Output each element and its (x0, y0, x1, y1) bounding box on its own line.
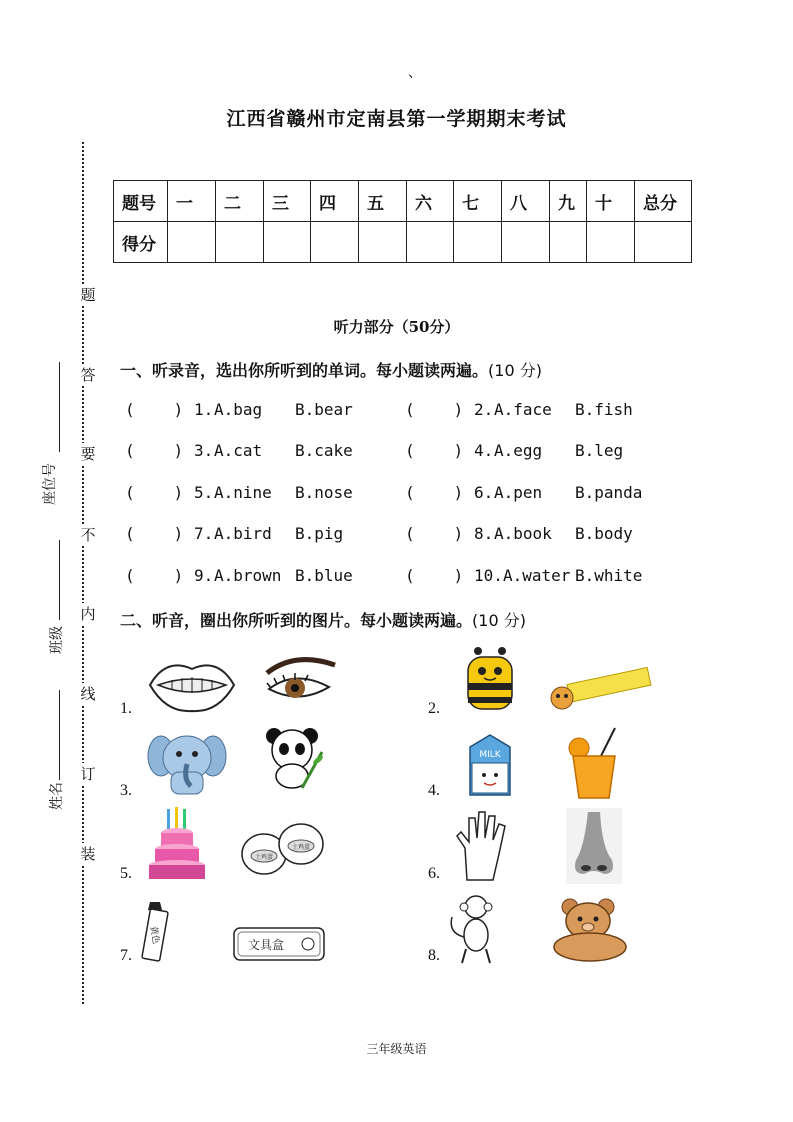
item-number: 4. (474, 441, 494, 460)
crayon-label: 黄色 (147, 925, 161, 945)
pencil-box-label: 文具盒 (247, 938, 285, 952)
q1-title-text: 一、听录音，选出你所听到的单词。每小题读两遍。 (120, 361, 489, 380)
answer-blank[interactable] (135, 400, 173, 420)
score-header-cell: 一 (168, 181, 216, 222)
eggs-picture[interactable] (239, 820, 327, 880)
item-number: 1. (194, 400, 214, 419)
score-header-cell: 二 (216, 181, 264, 222)
item-number: 3. (194, 441, 214, 460)
binding-char-8: 装 (80, 845, 96, 863)
score-cell[interactable] (550, 222, 587, 263)
option-b: B.cake (295, 441, 353, 460)
score-header-cell: 六 (407, 181, 454, 222)
ruler-picture[interactable] (548, 668, 653, 713)
score-header-cell: 五 (359, 181, 407, 222)
pencil-box-picture[interactable] (230, 922, 328, 964)
orange-juice-picture[interactable] (565, 726, 625, 800)
pic-number-1: 1. (120, 700, 132, 717)
item-number: 7. (194, 524, 214, 543)
option-a: A.water (503, 566, 571, 585)
seat-line (59, 362, 60, 452)
answer-left-paren: ( (127, 524, 134, 543)
pic-number-4: 4. (428, 782, 440, 799)
option-a: A.face (494, 400, 552, 419)
option-b: B.fish (575, 400, 633, 419)
answer-right-paren: ) (175, 524, 182, 543)
binding-char-1: 题 (80, 286, 96, 304)
binding-dotted-line (82, 142, 84, 1004)
q2-title (120, 608, 526, 631)
birthday-cake-picture[interactable] (147, 805, 207, 883)
option-a: A.nine (214, 483, 272, 502)
item-number: 8. (474, 524, 494, 543)
answer-blank[interactable] (415, 524, 453, 544)
elephant-picture[interactable] (147, 728, 227, 800)
binding-char-6: 线 (80, 685, 96, 703)
pic-number-8: 8. (428, 947, 440, 964)
name-line (59, 690, 60, 780)
answer-left-paren: ( (407, 400, 414, 419)
item-number: 9. (194, 566, 214, 585)
option-a: A.brown (214, 566, 282, 585)
answer-blank[interactable] (135, 566, 173, 586)
panda-picture[interactable] (262, 726, 326, 792)
option-b: B.pig (295, 524, 344, 543)
answer-left-paren: ( (407, 566, 414, 585)
score-header-cell: 七 (454, 181, 502, 222)
item-number: 6. (474, 483, 494, 502)
score-cell[interactable] (168, 222, 216, 263)
item-number: 2. (474, 400, 494, 419)
q1-title (120, 358, 542, 381)
score-cell[interactable] (407, 222, 454, 263)
answer-right-paren: ) (175, 400, 182, 419)
class-line (59, 540, 60, 620)
option-a: A.book (494, 524, 552, 543)
score-header-cell: 四 (311, 181, 359, 222)
answer-right-paren: ) (175, 441, 182, 460)
option-b: B.body (575, 524, 633, 543)
pic-number-3: 3. (120, 782, 132, 799)
q2-score: (10 分) (472, 611, 526, 630)
milk-carton-picture[interactable] (460, 733, 518, 799)
score-header-row (114, 181, 692, 222)
score-header-cell: 三 (264, 181, 311, 222)
pic-number-5: 5. (120, 865, 132, 882)
exam-title: 江西省赣州市定南县第一学期期末考试 (226, 108, 567, 130)
option-b: B.panda (575, 483, 643, 502)
backpack-picture[interactable] (460, 643, 520, 713)
answer-right-paren: ) (175, 483, 182, 502)
nose-picture[interactable] (566, 808, 622, 884)
score-row-label: 得分 (114, 222, 168, 263)
milk-label: MILK (479, 750, 501, 760)
answer-blank[interactable] (415, 441, 453, 461)
option-b: B.leg (575, 441, 624, 460)
score-cell[interactable] (635, 222, 692, 263)
item-number: 10. (474, 566, 503, 585)
footer: 三年级英语 (366, 1042, 427, 1056)
egg-label: 土鸡蛋 (291, 844, 311, 851)
option-a: A.pen (494, 483, 543, 502)
score-table (113, 180, 692, 263)
answer-blank[interactable] (415, 566, 453, 586)
score-cell[interactable] (216, 222, 264, 263)
answer-blank[interactable] (415, 483, 453, 503)
answer-left-paren: ( (407, 524, 414, 543)
answer-left-paren: ( (127, 400, 134, 419)
option-a: A.cat (214, 441, 263, 460)
option-b: B.nose (295, 483, 353, 502)
answer-left-paren: ( (407, 441, 414, 460)
answer-left-paren: ( (127, 566, 134, 585)
answer-right-paren: ) (175, 566, 182, 585)
seat-number-label: 座位号 (42, 463, 58, 505)
crayon-picture[interactable] (140, 900, 170, 964)
answer-blank[interactable] (135, 483, 173, 503)
monkey-picture[interactable] (446, 893, 502, 965)
score-cell[interactable] (311, 222, 359, 263)
option-a: A.egg (494, 441, 543, 460)
score-header-cell: 十 (587, 181, 635, 222)
option-b: B.bear (295, 400, 353, 419)
answer-right-paren: ) (455, 566, 462, 585)
mouth-picture[interactable] (146, 655, 238, 715)
answer-right-paren: ) (455, 483, 462, 502)
bear-picture[interactable] (548, 897, 632, 963)
binding-char-7: 订 (80, 765, 96, 783)
score-header-cell: 八 (502, 181, 550, 222)
class-label: 班级 (49, 626, 65, 654)
option-b: B.white (575, 566, 643, 585)
option-b: B.blue (295, 566, 353, 585)
q2-title-text: 二、听音，圈出你所听到的图片。每小题读两遍。 (120, 611, 473, 630)
score-header-cell: 题号 (114, 181, 168, 222)
score-header-cell: 总分 (635, 181, 692, 222)
binding-char-2: 答 (80, 366, 96, 384)
name-label: 姓名 (49, 782, 65, 810)
score-header-cell: 九 (550, 181, 587, 222)
score-cell[interactable] (454, 222, 502, 263)
binding-char-5: 内 (80, 605, 96, 623)
answer-blank[interactable] (135, 524, 173, 544)
eye-picture[interactable] (265, 655, 337, 710)
item-number: 5. (194, 483, 214, 502)
answer-left-paren: ( (127, 441, 134, 460)
answer-right-paren: ) (455, 524, 462, 543)
score-value-row (114, 222, 692, 263)
hand-picture[interactable] (453, 808, 509, 884)
pic-number-7: 7. (120, 947, 132, 964)
q1-score: (10 分) (488, 361, 542, 380)
egg-label: 土鸡蛋 (254, 854, 274, 861)
answer-left-paren: ( (407, 483, 414, 502)
pic-number-2: 2. (428, 700, 440, 717)
binding-char-4: 不 (80, 526, 96, 544)
pic-number-6: 6. (428, 865, 440, 882)
score-cell[interactable] (587, 222, 635, 263)
score-cell[interactable] (359, 222, 407, 263)
answer-left-paren: ( (127, 483, 134, 502)
section-title: 听力部分（50分） (333, 318, 460, 336)
binding-char-3: 要 (80, 445, 96, 463)
score-cell[interactable] (264, 222, 311, 263)
top-mark: 、 (408, 65, 422, 81)
option-a: A.bag (214, 400, 263, 419)
option-a: A.bird (214, 524, 272, 543)
answer-right-paren: ) (455, 400, 462, 419)
answer-blank[interactable] (135, 441, 173, 461)
answer-right-paren: ) (455, 441, 462, 460)
answer-blank[interactable] (415, 400, 453, 420)
score-cell[interactable] (502, 222, 550, 263)
